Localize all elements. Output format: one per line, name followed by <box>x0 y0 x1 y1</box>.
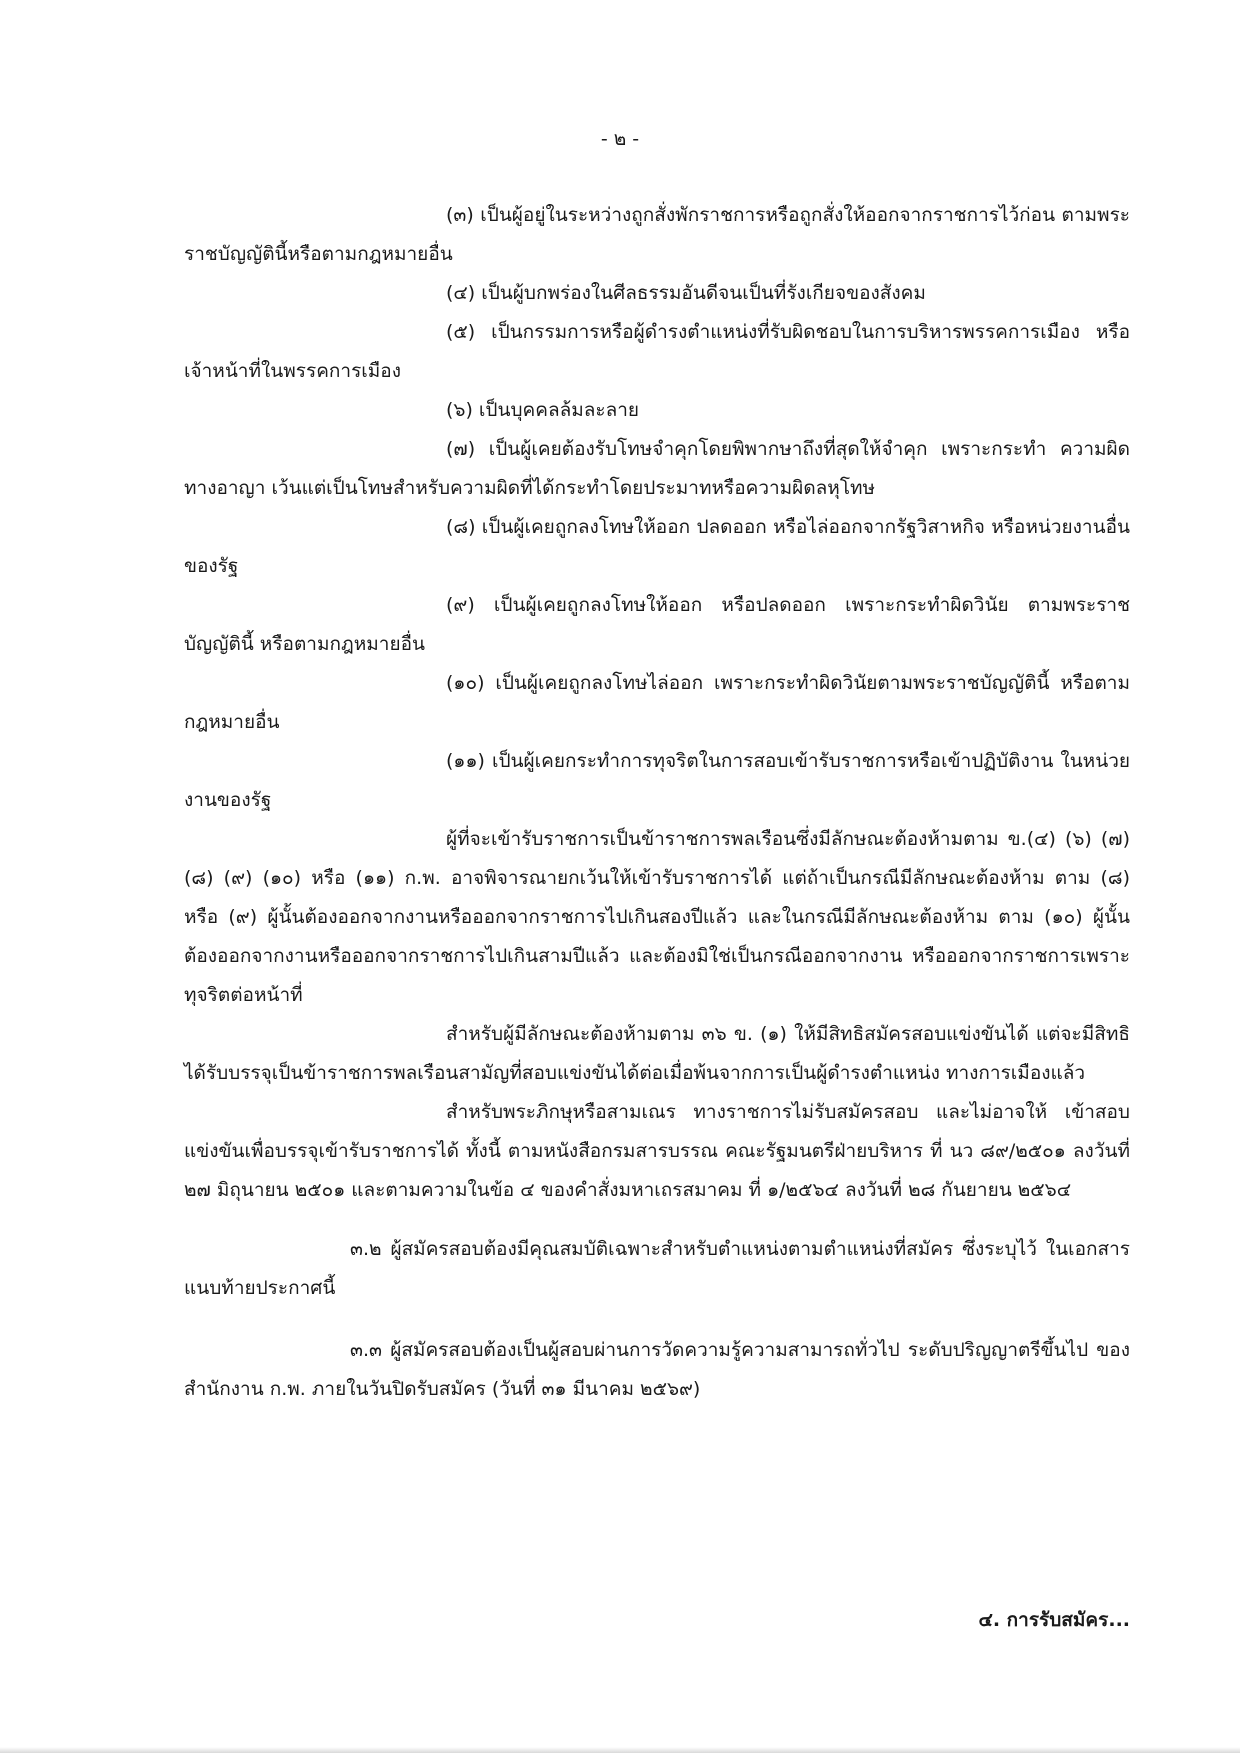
paragraph: (๓) เป็นผู้อยู่ในระหว่างถูกสั่งพักราชการหรือถูกสั่งให้ออกจากราชการไว้ก่อน ตามพระราชบัญญัตินี้หรือตามกฎหมายอื่น <box>184 204 1130 265</box>
continuation-footer: ๔. การรับสมัคร... <box>978 1609 1130 1631</box>
paragraph: (๔) เป็นผู้บกพร่องในศีลธรรมอันดีจนเป็นที่รังเกียจของสังคม <box>446 282 926 304</box>
paragraph: (๖) เป็นบุคคลล้มละลาย <box>446 399 640 421</box>
paragraph: ๓.๓ ผู้สมัครสอบต้องเป็นผู้สอบผ่านการวัดความรู้ความสามารถทั่วไป ระดับปริญญาตรีขึ้นไป ของสำนักงาน ก.พ. ภายในวันปิดรับสมัคร (วันที่ ๓๑ มีนาคม ๒๕๖๙) <box>184 1339 1130 1400</box>
paragraph: (๘) เป็นผู้เคยถูกลงโทษให้ออก ปลดออก หรือไล่ออกจากรัฐวิสาหกิจ หรือหน่วยงานอื่นของรัฐ <box>184 516 1130 577</box>
paragraph: ผู้ที่จะเข้ารับราชการเป็นข้าราชการพลเรือนซึ่งมีลักษณะต้องห้ามตาม ข.(๔) (๖) (๗) (๘) (๙) (๑๐) หรือ (๑๑) ก.พ. อาจพิจารณายกเว้นให้เข้ารับราชการได้ แต่ถ้าเป็นกรณีมีลักษณะต้องห้าม ตาม (๘) หรือ (๙) ผู้นั้นต้องออกจากงานหรือออกจากราชการไปเกินสองปีแล้ว และในกรณีมีลักษณะต้องห้าม ตาม (๑๐) ผู้นั้นต้องออกจากงานหรือออกจากราชการไปเกินสามปีแล้ว และต้องมิใช่เป็นกรณีออกจากงาน หรือออกจากราชการเพราะทุจริตต่อหน้าที่ <box>184 828 1130 1006</box>
scan-bottom-edge <box>0 1747 1240 1753</box>
document-body <box>184 196 1130 1409</box>
paragraph: (๑๐) เป็นผู้เคยถูกลงโทษไล่ออก เพราะกระทำผิดวินัยตามพระราชบัญญัตินี้ หรือตามกฎหมายอื่น <box>184 672 1130 733</box>
paragraph: สำหรับพระภิกษุหรือสามเณร ทางราชการไม่รับสมัครสอบ และไม่อาจให้ เข้าสอบแข่งขันเพื่อบรรจุเข้ารับราชการได้ ทั้งนี้ ตามหนังสือกรมสารบรรณ คณะรัฐมนตรีฝ่ายบริหาร ที่ นว ๘๙/๒๕๐๑ ลงวันที่ ๒๗ มิถุนายน ๒๕๐๑ และตามความในข้อ ๔ ของคำสั่งมหาเถรสมาคม ที่ ๑/๒๕๖๔ ลงวันที่ ๒๘ กันยายน ๒๕๖๔ <box>184 1101 1130 1201</box>
paragraph: (๑๑) เป็นผู้เคยกระทำการทุจริตในการสอบเข้ารับราชการหรือเข้าปฏิบัติงาน ในหน่วยงานของรัฐ <box>184 750 1130 811</box>
paragraph: (๗) เป็นผู้เคยต้องรับโทษจำคุกโดยพิพากษาถึงที่สุดให้จำคุก เพราะกระทำ ความผิดทางอาญา เว้นแต่เป็นโทษสำหรับความผิดที่ได้กระทำโดยประมาทหรือความผิดลหุโทษ <box>184 438 1130 499</box>
page-number: - ๒ - <box>600 128 640 150</box>
paragraph: สำหรับผู้มีลักษณะต้องห้ามตาม ๓๖ ข. (๑) ให้มีสิทธิสมัครสอบแข่งขันได้ แต่จะมีสิทธิได้รับบรรจุเป็นข้าราชการพลเรือนสามัญที่สอบแข่งขันได้ต่อเมื่อพ้นจากการเป็นผู้ดำรงตำแหน่ง ทางการเมืองแล้ว <box>184 1023 1130 1084</box>
paragraph: ๓.๒ ผู้สมัครสอบต้องมีคุณสมบัติเฉพาะสำหรับตำแหน่งตามตำแหน่งที่สมัคร ซึ่งระบุไว้ ในเอกสารแนบท้ายประกาศนี้ <box>184 1238 1130 1299</box>
paragraph: (๕) เป็นกรรมการหรือผู้ดำรงตำแหน่งที่รับผิดชอบในการบริหารพรรคการเมือง หรือเจ้าหน้าที่ในพรรคการเมือง <box>184 321 1130 382</box>
paragraph: (๙) เป็นผู้เคยถูกลงโทษให้ออก หรือปลดออก เพราะกระทำผิดวินัย ตามพระราชบัญญัตินี้ หรือตามกฎหมายอื่น <box>184 594 1130 655</box>
